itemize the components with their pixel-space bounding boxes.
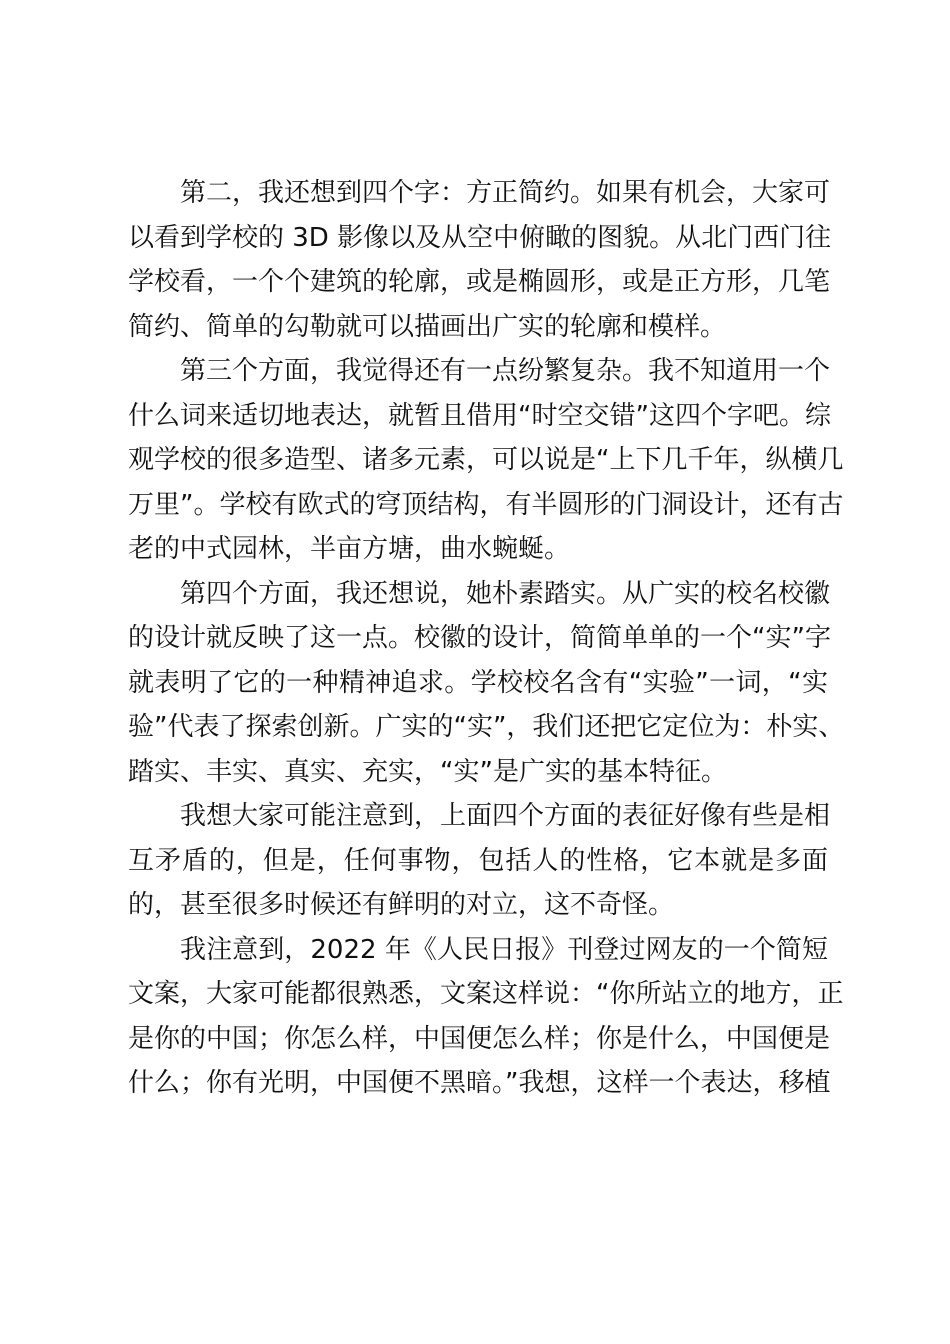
paragraph-2 [128, 349, 844, 572]
paragraph-5 [128, 928, 844, 1106]
paragraph-line: 万里”。学校有欧式的穹顶结构，有半圆形的门洞设计，还有古 [128, 489, 844, 520]
paragraph-1 [128, 171, 832, 349]
paragraph-line: 是你的中国；你怎么样，中国便怎么样；你是什么，中国便是 [128, 1023, 831, 1054]
paragraph-line: 第三个方面，我觉得还有一点纷繁复杂。我不知道用一个 [180, 356, 831, 386]
paragraph-line: 以看到学校的 3D 影像以及从空中俯瞰的图貌。从北门西门往 [128, 222, 832, 253]
paragraph-line: 什么词来适切地表达，就暂且借用“时空交错”这四个字吧。综 [128, 400, 831, 431]
paragraph-line: 互矛盾的，但是，任何事物，包括人的性格，它本就是多面 [128, 845, 828, 876]
paragraph-line: 观学校的很多造型、诸多元素，可以说是“上下几千年，纵横几 [128, 445, 844, 475]
paragraph-line: 的设计就反映了这一点。校徽的设计，简简单单的一个“实”字 [128, 623, 831, 653]
paragraph-line: 学校看，一个个建筑的轮廓，或是椭圆形，或是正方形，几笔 [128, 267, 831, 297]
paragraph-line: 什么；你有光明，中国便不黑暗。”我想，这样一个表达，移植 [128, 1068, 831, 1098]
paragraph-line: 文案，大家可能都很熟悉，文案这样说：“你所站立的地方，正 [128, 979, 844, 1009]
paragraph-line: 就表明了它的一种精神追求。学校校名含有“实验”一词，“实 [128, 667, 828, 698]
document-body [128, 171, 845, 1106]
paragraph-line: 简约、简单的勾勒就可以描画出广实的轮廓和模样。 [128, 311, 727, 342]
paragraph-3 [128, 572, 845, 795]
paragraph-line: 验”代表了探索创新。广实的“实”，我们还把它定位为：朴实、 [128, 712, 845, 742]
paragraph-line: 老的中式园林，半亩方塘，曲水蜿蜒。 [128, 534, 571, 564]
paragraph-line: 第二，我还想到四个字：方正简约。如果有机会，大家可 [180, 178, 831, 208]
paragraph-line: 我想大家可能注意到，上面四个方面的表征好像有些是相 [180, 801, 831, 831]
paragraph-4 [128, 794, 831, 928]
paragraph-line: 踏实、丰实、真实、充实，“实”是广实的基本特征。 [128, 756, 727, 787]
paragraph-line: 的，甚至很多时候还有鲜明的对立，这不奇怪。 [128, 890, 675, 920]
paragraph-line: 第四个方面，我还想说，她朴素踏实。从广实的校名校徽 [180, 578, 831, 609]
paragraph-line: 我注意到，2022 年《人民日报》刊登过网友的一个简短 [180, 934, 828, 965]
